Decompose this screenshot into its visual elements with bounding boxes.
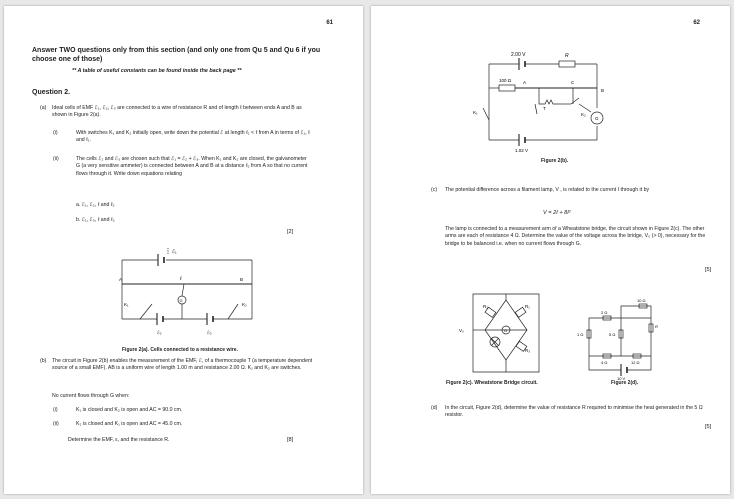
figure-2c-wheatstone	[459, 290, 549, 376]
part-b-label: (b)	[40, 358, 47, 364]
exam-page-61	[4, 6, 363, 494]
label-2v: 2.00 V	[511, 52, 526, 58]
figure-2b-caption: Figure 2(b).	[541, 158, 569, 164]
label-r1: R₁	[525, 304, 530, 309]
part-c-text: The potential difference across a filament lamp, V , is related to the current I through it by	[445, 187, 650, 193]
figure-2a-circuit	[112, 244, 282, 336]
label-r2: R₂	[483, 304, 488, 309]
label-g: G	[504, 328, 508, 333]
subpart-i-label: (i)	[53, 130, 58, 136]
label-t: T	[543, 106, 546, 111]
label-10v: 10 V	[617, 376, 626, 381]
label-g: G	[595, 116, 599, 121]
label-e3: ℰ₃	[207, 330, 212, 335]
constants-note: ** A table of useful constants can be found inside the back page **	[72, 68, 242, 74]
lamp-equation: V = 2I + 8I²	[543, 210, 571, 216]
label-r3: R₃	[525, 348, 531, 353]
label-e1: ℰ₁	[172, 249, 177, 255]
label-5ohm: 5 Ω	[609, 332, 616, 337]
label-4ohm: 4 Ω	[601, 360, 608, 365]
subpart-b-ii-text: K₂ is closed and K₁ is open and AC = 45.0 cm.	[76, 421, 183, 427]
subpart-ii-b: b. ℰ₁, ℰ₃, ℓ and ℓ₂	[76, 217, 115, 223]
lamp-text: The lamp is connected to a measurement arm of a Wheatstone bridge, the circuit shown in Figure 2(c). The other arms are each of resistance 4 Ω. Determine the value of the voltage across the bridge, V₀ (> 0), necessary for the bridge to be balanced i.e. when no current flows through G.	[445, 226, 706, 247]
label-k1: K₁	[124, 302, 129, 307]
label-b: B	[240, 277, 244, 282]
label-2ohm: 2 Ω	[601, 310, 608, 315]
determine-text: Determine the EMF, ε, and the resistance R.	[68, 437, 170, 443]
part-b-text: The circuit in Figure 2(b) enables the measurement of the EMF, ℰ, of a thermocouple T (a temperature dependent source of a small EMF). AB is a uniform wire of length 1.00 m and resistance 2.00 Ω. K₁ and K₂ are switches.	[52, 358, 313, 372]
subpart-ii-a: a. ℰ₁, ℰ₂, ℓ and ℓ₂	[76, 202, 115, 208]
label-k1: K₁	[473, 110, 478, 115]
section-heading: Answer TWO questions only from this section (and only one from Qu 5 and Qu 6 if you choose one of those)	[32, 47, 321, 63]
label-1ohm: 1 Ω	[577, 332, 584, 337]
label-k2: K₂	[581, 112, 586, 117]
label-v0: V₀	[459, 328, 464, 333]
label-10ohm: 10 Ω	[637, 298, 646, 303]
figure-2b-circuit	[473, 48, 609, 153]
label-a: A	[523, 80, 527, 85]
label-g: G	[179, 298, 183, 303]
label-c: C	[571, 80, 575, 85]
part-c-label: (c)	[431, 187, 438, 193]
no-current-text: No current flows through G when:	[52, 393, 130, 399]
exam-page-62	[371, 6, 730, 494]
label-12ohm: 12 Ω	[631, 360, 640, 365]
figure-2d-circuit	[577, 294, 661, 381]
page-number: 61	[326, 20, 333, 26]
mark-d: [5]	[705, 424, 712, 430]
label-102v: 1.02 V	[515, 148, 529, 153]
subpart-ii-text: The cells ℰ₂ and ℰ₃ are chosen such that ℰ₁ = ℰ₂ + ℰ₃. When K₁ and K₂ are closed, the galvanometer G (a very sensitive ammeter) is connected between A and B at a distance ℓ₂ from A so that no current flows through it. Write down equations relating	[76, 156, 308, 177]
part-a-text: Ideal cells of EMF ℰ₁, ℰ₂, ℰ₃ are connected to a wire of resistance R and of length ℓ between ends A and B as shown in Figure 2(a).	[52, 105, 302, 119]
label-100ohm: 100 Ω	[499, 78, 512, 83]
figure-2d-caption: Figure 2(d).	[611, 380, 639, 386]
label-e2: ℰ₂	[157, 330, 162, 335]
label-b: B	[601, 88, 605, 93]
part-a-label: (a)	[40, 105, 47, 111]
label-a: A	[119, 277, 123, 282]
label-k2: K₂	[242, 302, 247, 307]
question-title: Question 2.	[32, 89, 71, 96]
label-r: R	[655, 324, 658, 329]
page-number: 62	[693, 20, 700, 26]
label-l: ℓ	[180, 276, 182, 282]
part-d-label: (d)	[431, 405, 438, 411]
figure-2a-caption: Figure 2(a). Cells connected to a resistance wire.	[122, 347, 238, 353]
subpart-ii-label: (ii)	[53, 156, 59, 162]
part-d-text: In the circuit, Figure 2(d), determine the value of resistance R required to minimise the heat generated in the 5 Ω resistor.	[445, 405, 703, 419]
label-r: R	[565, 53, 569, 59]
mark-b: [8]	[287, 437, 294, 443]
subpart-b-ii-label: (ii)	[53, 421, 59, 427]
figure-2c-caption: Figure 2(c). Wheatstone Bridge circuit.	[446, 380, 538, 386]
subpart-b-i-label: (i)	[53, 407, 58, 413]
subpart-i-text: With switches K₁ and K₂ initially open, write down the potential ℰ at length ℓ₁ < ℓ from A in terms of ℰ₁, ℓ and ℓ₁.	[76, 130, 310, 144]
mark-c: [5]	[705, 267, 712, 273]
mark-a: [2]	[287, 229, 294, 235]
subpart-b-i-text: K₁ is closed and K₂ is open and AC = 90.0 cm.	[76, 407, 183, 413]
